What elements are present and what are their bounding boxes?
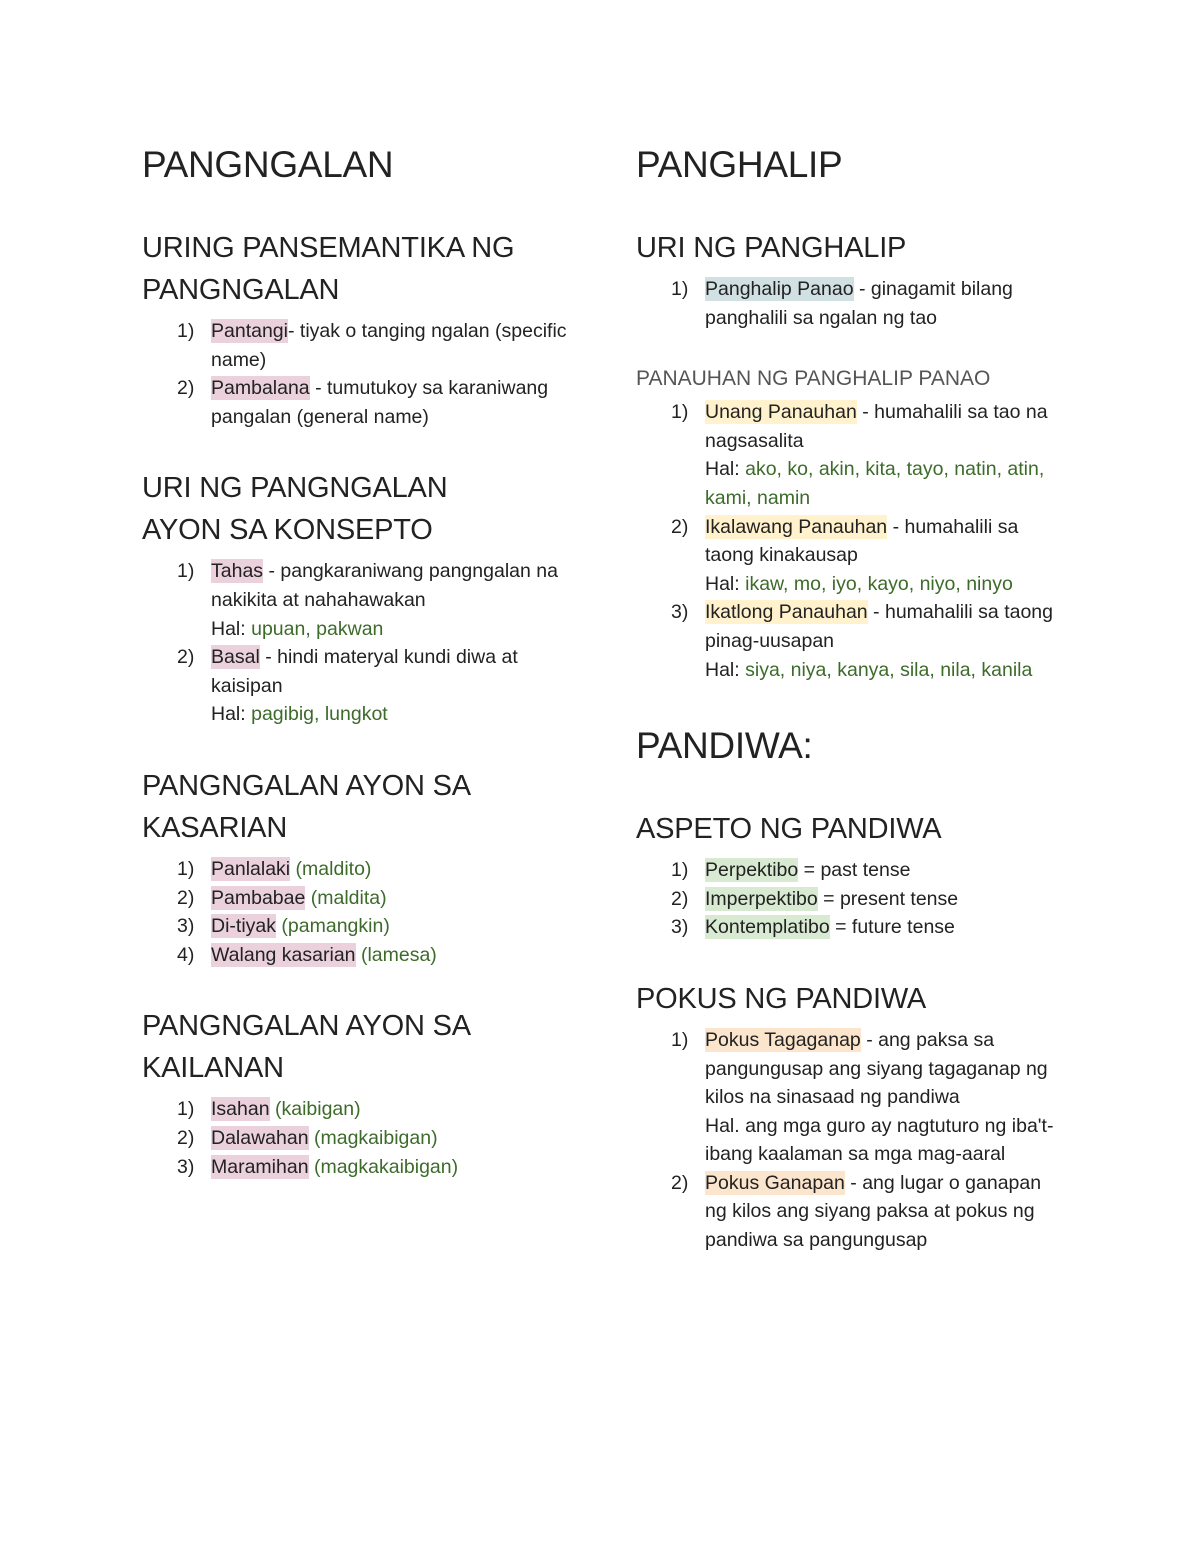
term-highlight: Pokus Tagaganap [705,1028,861,1051]
item-description: - humahalili sa taong pinag-uusapan [705,601,1053,652]
example-text: (kaibigan) [269,1098,361,1121]
example-text: (magkakaibigan) [308,1155,459,1178]
item-number: 3) [671,916,689,939]
example-text: ikaw, mo, iyo, kayo, niyo, ninyo [745,572,1013,595]
list-item [636,913,1066,942]
item-description: - tiyak o tanging ngalan (specific name) [211,320,567,371]
list-item [636,275,1066,332]
list-item [142,912,572,941]
example-text: upuan, pakwan [251,617,384,640]
example-label: Hal: [705,458,746,481]
list-item [142,1153,572,1182]
item-number: 1) [671,1028,689,1051]
list-pokus-ng-pandiwa [636,1026,1066,1255]
term-highlight: Pambalana [211,377,310,400]
list-item [636,885,1066,914]
list-item [142,1095,572,1124]
item-description: - ginagamit bilang panghalili sa ngalan ng tao [705,278,1013,329]
heading-panauhan: PANAUHAN NG PANGHALIP PANAO [636,367,991,391]
item-number: 2) [671,887,689,910]
example-label: Hal: [211,617,252,640]
heading-line-1: URING PANSEMANTIKA NG [142,232,515,264]
item-description: = past tense [798,859,911,882]
item-number: 1) [177,1098,195,1121]
list-item [636,598,1066,684]
term-highlight: Walang kasarian [211,943,356,966]
term-highlight: Isahan [211,1098,270,1121]
list-aspeto-ng-pandiwa [636,856,1066,942]
example-text: (pamangkin) [276,915,390,938]
heading-line-1: PANGNGALAN AYON SA [142,769,471,802]
term-highlight: Panlalaki [211,857,291,880]
list-ayon-sa-kasarian [142,855,572,969]
item-number: 2) [671,1171,689,1194]
example-text: (maldita) [305,886,387,909]
heading-aspeto-ng-pandiwa: ASPETO NG PANDIWA [636,813,942,846]
item-number: 2) [177,1126,195,1149]
term-highlight: Pantangi [211,320,288,342]
heading-line-2: AYON SA KONSEPTO [142,514,433,547]
heading-line-1: PANGNGALAN AYON SA [142,1010,471,1043]
term-highlight: Di-tiyak [211,915,277,938]
term-highlight: Unang Panauhan [705,401,857,424]
item-number: 1) [671,401,689,424]
list-uring-pansemantika [142,317,572,431]
item-number: 4) [177,943,195,966]
item-number: 1) [671,278,689,300]
list-item [636,856,1066,885]
term-highlight: Imperpektibo [705,887,818,910]
item-number: 1) [177,857,195,880]
list-item [142,317,572,374]
example-text: (maldito) [290,857,372,880]
item-description: - tumutukoy sa karaniwang pangalan (general name) [211,377,549,428]
example-text: pagibig, lungkot [251,703,388,726]
item-description: - pangkaraniwang pangngalan na nakikita at nahahawakan [211,560,558,611]
item-number: 2) [177,646,195,669]
title-pangngalan: PANGNGALAN [142,144,394,185]
item-description: - ang lugar o ganapan ng kilos ang siyang paksa at pokus ng pandiwa sa pangungusap [705,1171,1042,1252]
list-item [142,941,572,970]
list-ayon-sa-konsepto [142,557,572,729]
item-number: 2) [671,515,689,538]
item-description: - humahalili sa taong kinakausap [705,515,1019,567]
list-item [142,557,572,643]
item-description: = present tense [817,887,959,910]
list-item [636,513,1066,599]
item-description: - humahalili sa tao na nagsasalita [705,401,1048,452]
term-highlight: Ikalawang Panauhan [705,515,888,538]
example-label: Hal: [705,572,746,595]
example-text: siya, niya, kanya, sila, nila, kanila [745,658,1033,681]
heading-ayon-sa-kailanan [142,1005,572,1089]
list-item [636,398,1066,512]
term-highlight: Tahas [211,560,264,583]
term-highlight: Ikatlong Panauhan [705,601,868,624]
item-description: - hindi materyal kundi diwa at kaisipan [211,646,518,697]
list-uri-ng-panghalip [636,275,1066,332]
heading-uring-pansemantika [142,227,572,311]
item-number: 3) [671,601,689,624]
list-ayon-sa-kailanan [142,1095,572,1181]
item-number: 3) [177,915,195,938]
term-highlight: Perpektibo [705,859,799,882]
heading-uri-ng-panghalip: URI NG PANGHALIP [636,232,907,264]
example-text: ako, ko, akin, kita, tayo, natin, atin, kami, namin [705,458,1045,509]
left-column [142,143,572,1181]
example-text: (magkaibigan) [308,1126,438,1149]
list-item [142,884,572,913]
title-panghalip: PANGHALIP [636,144,843,185]
list-item [636,1169,1066,1255]
item-number: 1) [177,320,195,342]
heading-line-2: KAILANAN [142,1052,284,1085]
example-label: Hal: [211,703,252,726]
list-item [142,374,572,431]
term-highlight: Basal [211,646,260,669]
item-number: 1) [671,859,689,882]
item-number: 2) [177,377,195,400]
heading-line-1: URI NG PANGNGALAN [142,472,448,505]
list-item [142,1124,572,1153]
term-highlight: Dalawahan [211,1126,309,1149]
example-sentence: Hal. ang mga guro ay nagtuturo ng iba't-ibang kaalaman sa mga mag-aaral [705,1114,1054,1166]
term-highlight: Panghalip Panao [705,278,854,300]
list-item [636,1026,1066,1169]
heading-pokus-ng-pandiwa: POKUS NG PANDIWA [636,982,927,1015]
heading-line-2: KASARIAN [142,811,288,844]
term-highlight: Maramihan [211,1155,309,1178]
example-text: (lamesa) [355,943,437,966]
list-item [142,855,572,884]
term-highlight: Kontemplatibo [705,916,830,939]
list-panauhan [636,398,1066,684]
term-highlight: Pokus Ganapan [705,1171,845,1194]
right-column [636,143,1066,1255]
item-description: = future tense [829,916,955,939]
heading-line-2: PANGNGALAN [142,274,340,306]
term-highlight: Pambabae [211,886,306,909]
item-number: 3) [177,1155,195,1178]
item-description: - ang paksa sa pangungusap ang siyang tagaganap ng kilos na sinasaad ng pandiwa [705,1028,1048,1109]
example-label: Hal: [705,658,746,681]
list-item [142,643,572,729]
heading-ayon-sa-konsepto [142,467,572,551]
item-number: 1) [177,560,195,583]
item-number: 2) [177,886,195,909]
title-pandiwa: PANDIWA: [636,725,813,767]
heading-ayon-sa-kasarian [142,765,572,849]
